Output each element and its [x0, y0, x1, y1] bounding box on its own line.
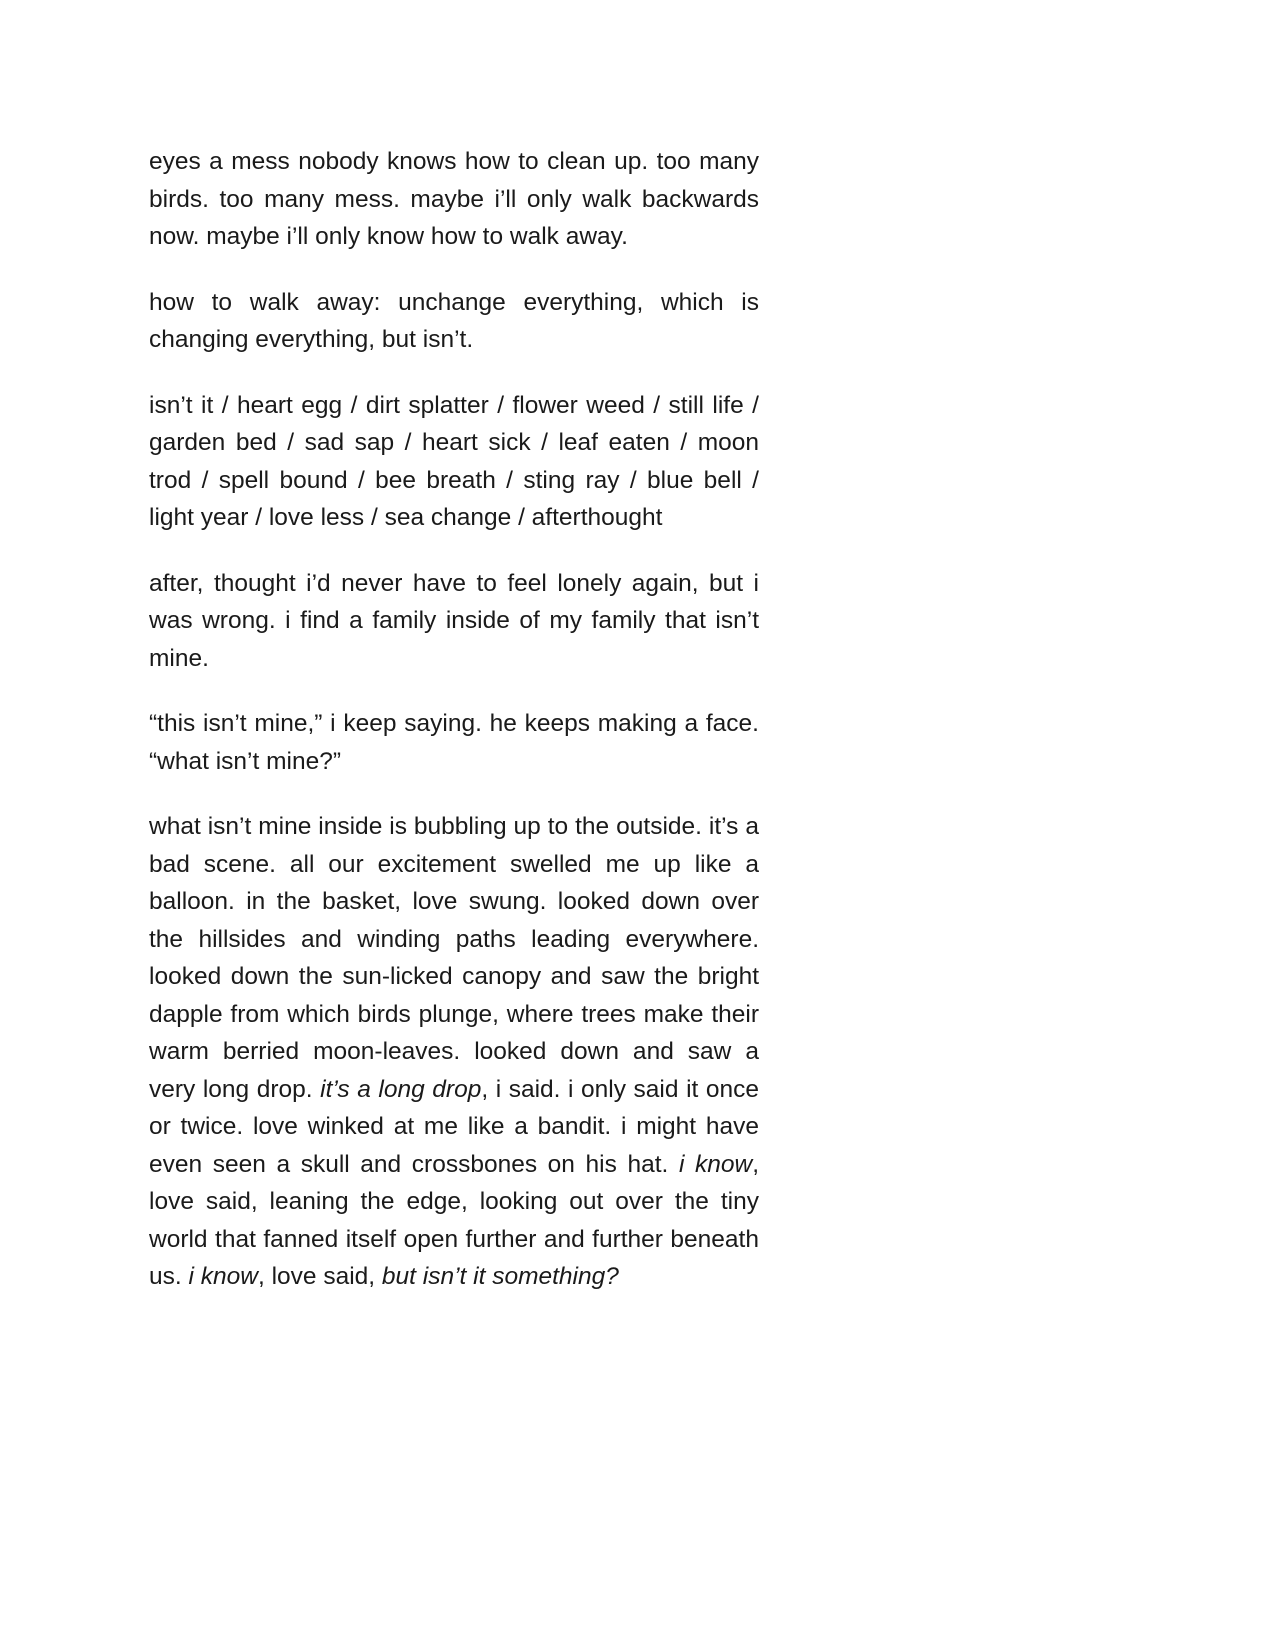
text-segment: isn’t it / heart egg / dirt splatter / flower weed / still life / garden bed / sad sap / heart sick / leaf eaten / moon trod / spell bound / bee breath / sting ray / blue bell / light year / love less / sea change / afterthought — [149, 391, 759, 531]
italic-text-segment: i know — [188, 1263, 258, 1290]
text-segment: how to walk away: unchange everything, which is changing everything, but isn’t. — [149, 288, 759, 353]
paragraph-4 — [149, 565, 759, 678]
paragraph-6 — [149, 808, 759, 1296]
italic-text-segment: it’s a long drop — [320, 1075, 482, 1103]
text-segment: , i said. i only said it once or twice. love winked at me like a bandit. i might have even seen a skull and crossbones on his hat. — [149, 1075, 760, 1178]
body-text — [149, 143, 759, 1296]
text-segment: “this isn’t mine,” i keep saying. he keeps making a face. “what isn’t mine?” — [149, 710, 759, 775]
text-segment: , love said, leaning the edge, looking out over the tiny world that fanned itself open further and further beneath us. — [149, 1150, 759, 1290]
text-segment: , love said, — [257, 1263, 382, 1290]
text-segment: what isn’t mine inside is bubbling up to the outside. it’s a bad scene. all our excitement swelled me up like a balloon. in the basket, love swung. looked down over the hillsides and winding paths leading everywhere. looked down the sun-licked canopy and saw the bright dapple from which birds plunge, where trees make their warm berried moon-leaves. looked down and saw a very long drop. — [149, 813, 759, 1103]
paragraph-2 — [149, 284, 759, 359]
paragraph-3 — [149, 387, 759, 537]
paragraph-1 — [149, 143, 759, 256]
italic-text-segment: but isn’t it something? — [381, 1263, 619, 1290]
paragraph-5 — [149, 705, 759, 780]
text-segment: eyes a mess nobody knows how to clean up. too many birds. too many mess. maybe i’ll only walk backwards now. maybe i’ll only know how to walk away. — [149, 148, 759, 250]
text-segment: after, thought i’d never have to feel lonely again, but i was wrong. i find a family inside of my family that isn’t mine. — [149, 569, 759, 672]
italic-text-segment: i know — [678, 1150, 753, 1178]
